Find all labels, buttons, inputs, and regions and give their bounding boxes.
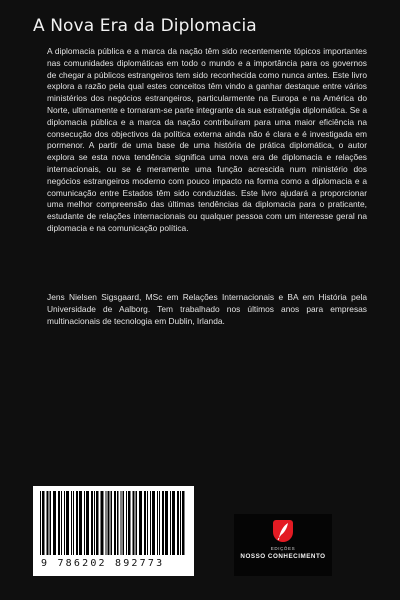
barcode-bars <box>38 491 189 555</box>
synopsis-text: A diplomacia pública e a marca da nação têm sido recentemente tópicos importantes nas comunidades diplomáticas em todo o mundo e a importância para os governos de chegar a públicos estrangeiros tem sido reconhecida como nunca antes. Este livro explora a razão pela qual estes conceitos têm vindo a ganhar destaque entre vários ministérios dos negócios estrangeiros, particularmente na Europa e na América do Norte, ultimamente e tornaram-se parte integrante da sua estratégia diplomática. Se a diplomacia pública e a marca da nação contribuíram para uma maior eficiência na consecução dos objectivos da política externa ainda não é clara e é investigada em pormenor. A partir de uma base de uma história de prática diplomática, o autor explora se esta nova tendência significa uma nova era de diplomacia e relações internacionais, ou se é meramente uma função acrescida num ministério dos negócios estrangeiros moderno com pouco impacto na forma como a diplomacia e a comunicação entre Estados têm sido conduzidas. Este livro ajudará a proporcionar uma melhor compreensão das últimas tendências da diplomacia para o praticante, estudante de relações internacionais ou qualquer pessoa com um interesse geral na diplomacia e na comunicação política. <box>47 46 367 233</box>
publisher-label: EDIÇÕES <box>270 546 296 551</box>
book-title: A Nova Era da Diplomacia <box>33 16 257 36</box>
publisher-logo <box>234 514 332 576</box>
author-bio: Jens Nielsen Sigsgaard, MSc em Relações Internacionais e BA em História pela Universidade de Aalborg. Tem trabalhado nos últimos anos para empresas multinacionais de tecnologia em Dublin, Irlanda. <box>47 292 367 326</box>
isbn-barcode <box>33 486 194 576</box>
publisher-name: NOSSO CONHECIMENTO <box>240 553 326 560</box>
isbn-number: 9 786202 892773 <box>41 558 165 569</box>
quill-pen-icon <box>273 520 293 542</box>
